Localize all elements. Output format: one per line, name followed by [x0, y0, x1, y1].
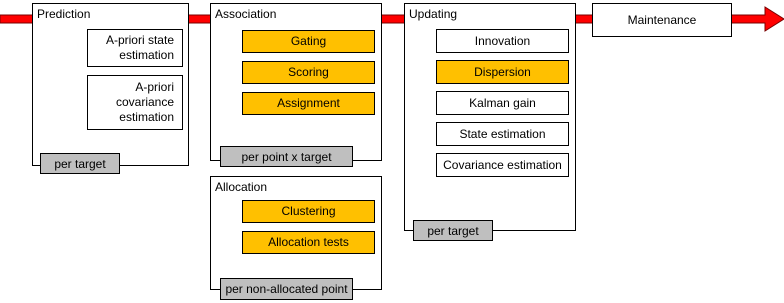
innovation-box: Innovation [436, 29, 569, 53]
apriori-cov-line-2: covariance [115, 95, 174, 109]
state-estimation-box: State estimation [436, 122, 569, 146]
allocation-title: Allocation [215, 180, 268, 194]
covariance-estimation-box: Covariance estimation [436, 153, 569, 177]
prediction-title: Prediction [37, 7, 91, 21]
association-tag: per point x target [220, 146, 353, 167]
apriori-state-box [87, 29, 183, 67]
updating-tag: per target [413, 220, 493, 241]
prediction-tag: per target [40, 153, 120, 174]
apriori-state-line-1: A-priori state [105, 33, 174, 47]
apriori-cov-line-1: A-priori [135, 80, 174, 94]
gating-box: Gating [242, 30, 375, 53]
allocation-tag: per non-allocated point [220, 278, 353, 300]
apriori-covariance-box [87, 75, 183, 130]
allocation-tests-box: Allocation tests [242, 231, 375, 254]
clustering-box: Clustering [242, 200, 375, 223]
scoring-box: Scoring [242, 61, 375, 84]
assignment-box: Assignment [242, 92, 375, 115]
association-title: Association [215, 7, 277, 21]
apriori-cov-line-3: estimation [119, 110, 174, 124]
kalman-gain-box: Kalman gain [436, 91, 569, 115]
maintenance-box: Maintenance [592, 3, 732, 37]
updating-title: Updating [409, 7, 458, 21]
apriori-state-line-2: estimation [119, 48, 174, 62]
dispersion-box: Dispersion [436, 60, 569, 84]
